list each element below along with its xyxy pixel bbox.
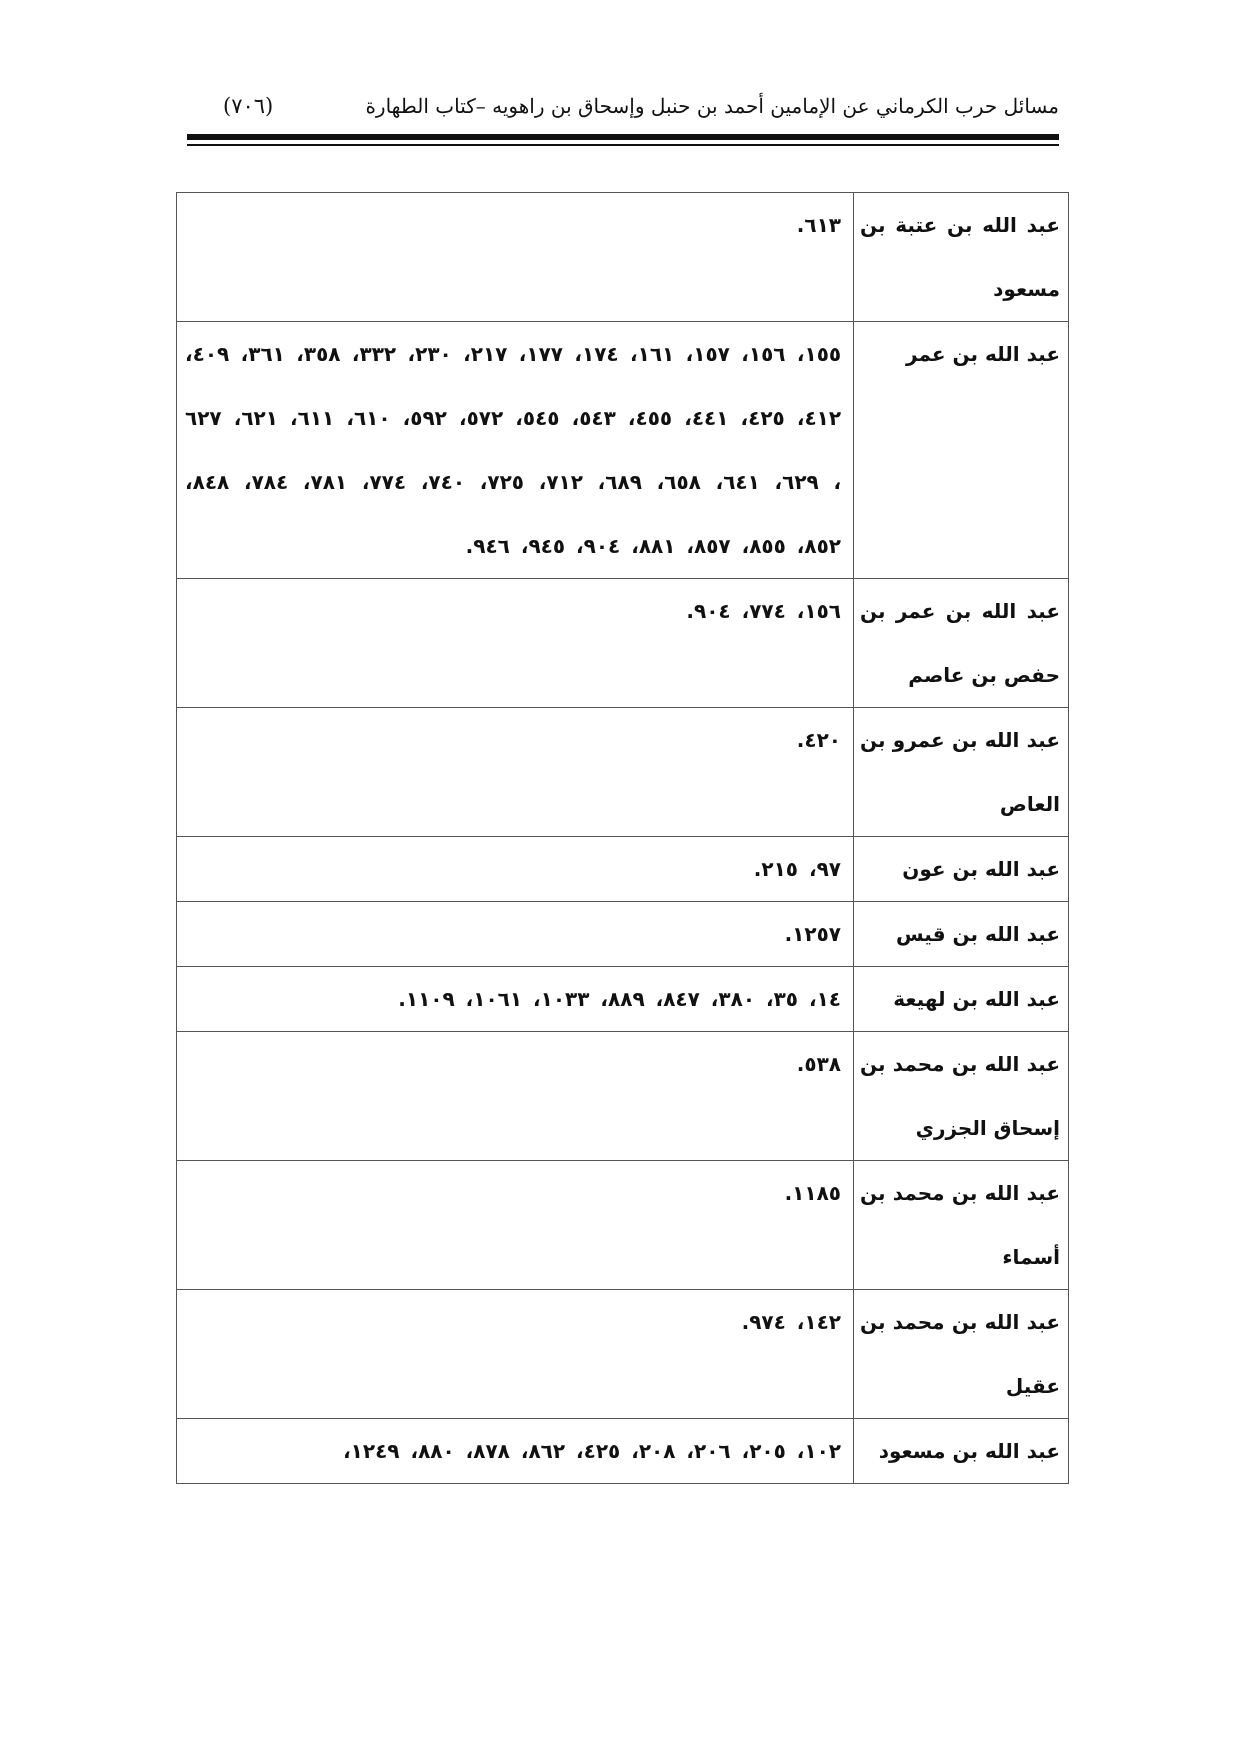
name-cell xyxy=(854,1032,1069,1161)
refs-cell xyxy=(177,1032,854,1161)
entry-refs: ٥٣٨. xyxy=(796,1052,841,1076)
entry-name: عبد الله بن عمر xyxy=(906,342,1060,366)
page-number: (٧٠٦) xyxy=(223,94,274,118)
name-cell xyxy=(854,1419,1069,1484)
entry-name: عبد الله بن عتبة بن مسعود xyxy=(860,213,1060,301)
table-row xyxy=(177,193,1069,322)
entry-refs: ١٥٥، ١٥٦، ١٥٧، ١٦١، ١٧٤، ١٧٧، ٢١٧، ٢٣٠، ٣٣٢، ٣٥٨، ٣٦١، ٤٠٩، ٤١٢، ٤٢٥، ٤٤١، ٤٥٥، ٥٤٣، ٥٤٥، ٥٧٢، ٥٩٢، ٦١٠، ٦١١، ٦٢١، ٦٢٧ ، ٦٢٩، ٦٤١، ٦٥٨، ٦٨٩، ٧١٢، ٧٢٥، ٧٤٠، ٧٧٤، ٧٨١، ٧٨٤، ٨٤٨، ٨٥٢، ٨٥٥، ٨٥٧، ٨٨١، ٩٠٤، ٩٤٥، ٩٤٦. xyxy=(185,342,842,558)
table-row xyxy=(177,1161,1069,1290)
name-cell xyxy=(854,193,1069,322)
name-cell xyxy=(854,902,1069,967)
running-title: مسائل حرب الكرماني عن الإمامين أحمد بن حنبل وإسحاق بن راهويه –كتاب الطهارة xyxy=(365,94,1059,118)
name-cell xyxy=(854,322,1069,579)
entry-refs: ١٠٢، ٢٠٥، ٢٠٦، ٢٠٨، ٤٢٥، ٨٦٢، ٨٧٨، ٨٨٠، ١٢٤٩، xyxy=(343,1439,841,1463)
table-row xyxy=(177,837,1069,902)
refs-cell xyxy=(177,579,854,708)
refs-cell xyxy=(177,708,854,837)
refs-cell xyxy=(177,902,854,967)
name-cell xyxy=(854,708,1069,837)
entry-refs: ٩٧، ٢١٥. xyxy=(753,857,841,881)
table-row xyxy=(177,1032,1069,1161)
refs-cell xyxy=(177,1290,854,1419)
table-row xyxy=(177,708,1069,837)
entry-name: عبد الله بن لهيعة xyxy=(893,987,1060,1011)
table-row xyxy=(177,967,1069,1032)
name-cell xyxy=(854,1161,1069,1290)
name-cell xyxy=(854,1290,1069,1419)
name-cell xyxy=(854,579,1069,708)
index-table xyxy=(176,192,1069,1484)
entry-name: عبد الله بن عمرو بن العاص xyxy=(860,728,1060,816)
table-row xyxy=(177,579,1069,708)
entry-refs: ١١٨٥. xyxy=(784,1181,841,1205)
table-row xyxy=(177,902,1069,967)
refs-cell xyxy=(177,967,854,1032)
entry-name: عبد الله بن عون xyxy=(902,857,1060,881)
page-header xyxy=(187,86,1059,126)
name-cell xyxy=(854,967,1069,1032)
header-rule-thin xyxy=(187,144,1059,146)
entry-name: عبد الله بن محمد بن عقيل xyxy=(860,1310,1060,1398)
table-row xyxy=(177,322,1069,579)
entry-refs: ١٤٢، ٩٧٤. xyxy=(741,1310,841,1334)
refs-cell xyxy=(177,322,854,579)
entry-refs: ٤٢٠. xyxy=(796,728,841,752)
entry-refs: ١٥٦، ٧٧٤، ٩٠٤. xyxy=(686,599,841,623)
refs-cell xyxy=(177,837,854,902)
table-row xyxy=(177,1419,1069,1484)
entry-refs: ١٢٥٧. xyxy=(784,922,841,946)
refs-cell xyxy=(177,1419,854,1484)
header-rule-thick xyxy=(187,134,1059,140)
entry-refs: ١٤، ٣٥، ٣٨٠، ٨٤٧، ٨٨٩، ١٠٣٣، ١٠٦١، ١١٠٩. xyxy=(398,987,841,1011)
refs-cell xyxy=(177,193,854,322)
entry-name: عبد الله بن محمد بن إسحاق الجزري xyxy=(860,1052,1060,1140)
entry-name: عبد الله بن مسعود xyxy=(878,1439,1060,1463)
entry-name: عبد الله بن عمر بن حفص بن عاصم xyxy=(860,599,1060,687)
name-cell xyxy=(854,837,1069,902)
entry-name: عبد الله بن قيس xyxy=(896,922,1060,946)
table-row xyxy=(177,1290,1069,1419)
refs-cell xyxy=(177,1161,854,1290)
entry-refs: ٦١٣. xyxy=(796,213,841,237)
entry-name: عبد الله بن محمد بن أسماء xyxy=(860,1181,1060,1269)
